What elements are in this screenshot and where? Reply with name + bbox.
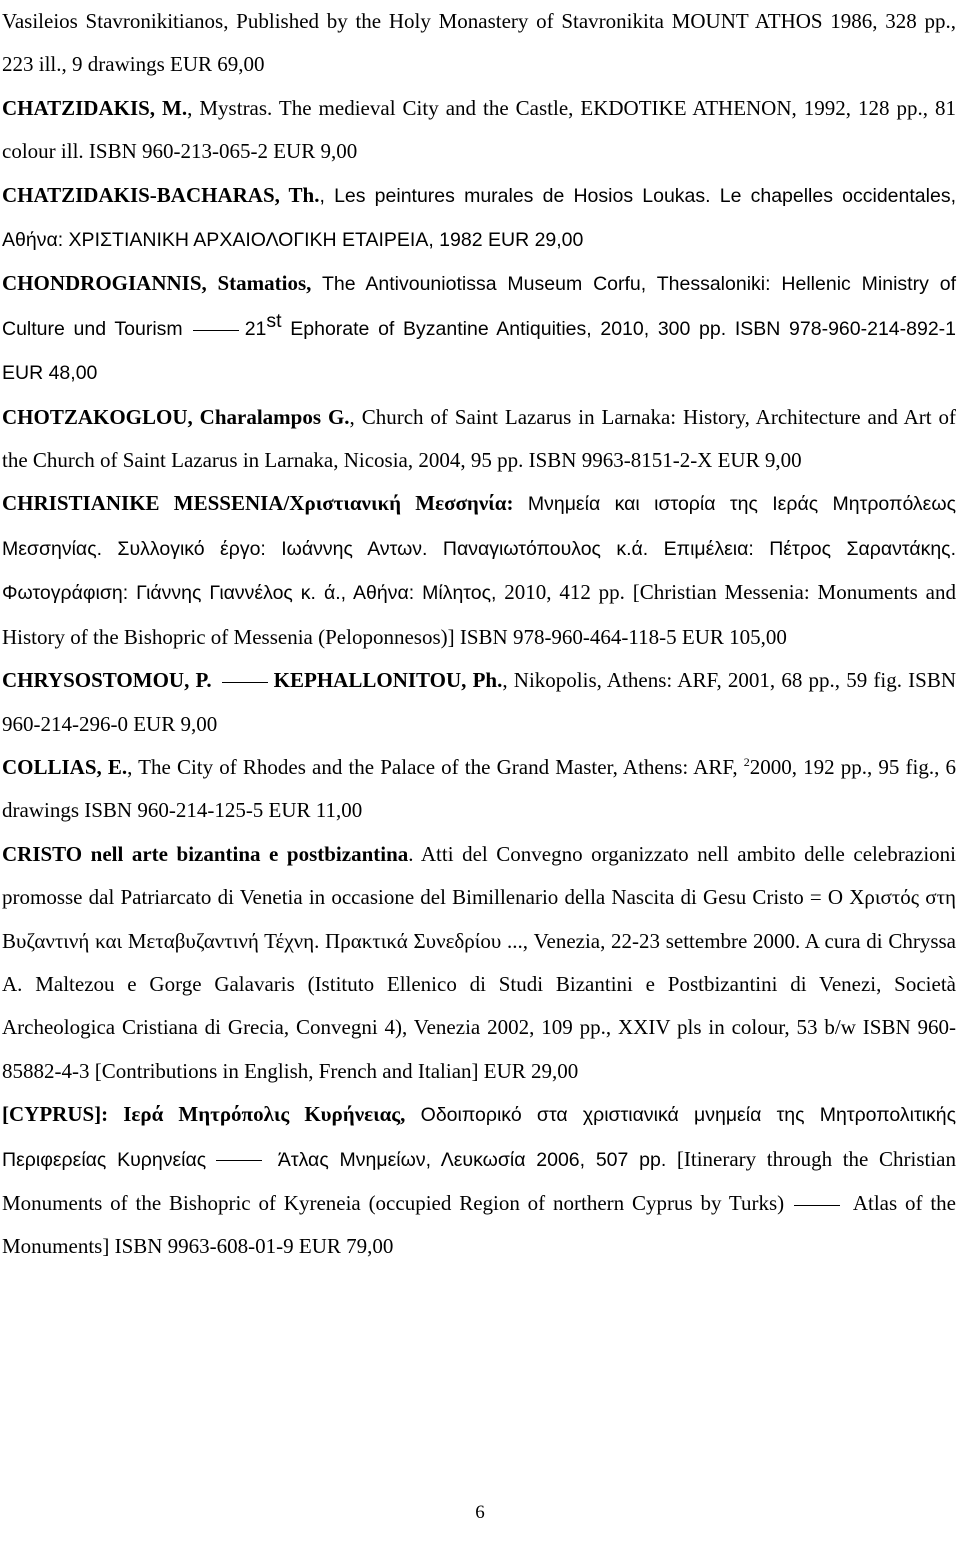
entry-text-after: Atlas of the Monuments] ISBN 9963-608-01-9 EUR 79,00 xyxy=(2,1190,956,1259)
entry-text: . Atti del Convegno organizzato nell ambito delle celebrazioni promosse dal Patriarcato di Venetia in occasione del Bimillenario della Nascita di Gesu Cristo = Ο Χριστός στη Βυζαντινή και Μεταβυζαντινή Τέχνη. Πρακτικά Συνεδρίου ..., Venezia, 22-23 settembre 2000. A cura di Chryssa A. Maltezou e Gorge Galavaris (Istituto Ellenico di Studi Bizantini e Postbizantini di Venezi, Società Archeologica Cristiana di Grecia, Convegni 4), Venezia 2002, 109 pp., XXIV pls in colour, 53 b/w ISBN 960-85882-4-3 [Contributions in English, French and Italian] EUR 29,00 xyxy=(2,841,956,1083)
entry-author-a: CHRYSOSTOMOU, P. xyxy=(2,668,212,693)
entry-text: , Church of Saint Lazarus in Larnaka: History, Architecture and Art of the Church of Saint Lazarus in Larnaka, Nicosia, 2004, 95 pp. ISBN 9963-8151-2-X EUR 9,00 xyxy=(2,404,956,473)
entry-title: [CYPRUS]: Ιερά Μητρόπολις Κυρήνειας, xyxy=(2,1102,406,1127)
entry-collias xyxy=(2,746,956,833)
entry-author: CHOTZAKOGLOU, Charalampos G. xyxy=(2,404,350,429)
entry-text-greek-after: Άτλας Μνημείων, Λευκωσία 2006, 507 pp. xyxy=(268,1148,667,1171)
entry-cristo xyxy=(2,833,956,1093)
entry-text-greek: Μνημεία και ιστορία της Ιεράς Μητροπόλεως Μεσσηνίας. Συλλογικό έργο: Ιωάννης Αντων. Παναγιωτόπουλος κ.ά. Επιμέλεια: Πέτρος Σαραντάκης. Φωτογράφιση: Γιάννης Γιαννέλος κ. ά., Αθήνα: Μίλητος, xyxy=(2,493,956,605)
entry-author: CHRISTIANIKE MESSENIA/Χριστιανική Μεσσηνία: xyxy=(2,491,514,516)
entry-author: CHATZIDAKIS-BACHARAS, Th. xyxy=(2,182,320,207)
entry-superscript: 2 xyxy=(743,754,750,769)
entry-author-b: KEPHALLONITOU, Ph. xyxy=(273,668,503,693)
entry-text: , Mystras. The medieval City and the Castle, EKDOTIKE ATHENON, 1992, 128 pp., 81 colour ill. ISBN 960-213-065-2 EUR 9,00 xyxy=(2,95,956,164)
entry-author: CHATZIDAKIS, M. xyxy=(2,95,188,120)
entry-title: CRISTO nell arte bizantina e postbizantina xyxy=(2,841,409,866)
entry-cyprus xyxy=(2,1093,956,1269)
entry-text: , Les peintures murales de Hosios Loukas. Le chapelles occidentales, Αθήνα: ΧΡΙΣΤΙΑΝΙΚΗ ΑΡΧΑΙΟΛΟΓΙΚΗ ΕΤΑΙΡΕΙΑ, 1982 EUR 29,00 xyxy=(2,184,956,252)
entry-text: Vasileios Stavronikitianos, Published by the Holy Monastery of Stavronikita MOUNT ATHOS 1986, 328 pp., 223 ill., 9 drawings EUR 69,00 xyxy=(2,9,956,77)
entry-text-greek: Οδοιπορικό στα χριστιανικά μνημεία της Μητροπολιτικής Περιφερείας Κυρηνείας xyxy=(2,1104,956,1171)
entry-chatzidakis-bacharas xyxy=(2,174,956,263)
entry-chrysostomou xyxy=(2,659,956,746)
em-dash xyxy=(216,1160,262,1161)
entry-superscript: st xyxy=(266,309,282,332)
entry-text: [Itinerary through the Christian Monuments of the Bishopric of Kyreneia (occupied Region of northern Cyprus by Turks) xyxy=(2,1146,956,1215)
page-number: 6 xyxy=(475,1502,485,1523)
entry-number: 21 xyxy=(244,317,267,340)
em-dash xyxy=(222,682,268,683)
entry-text: 2010, 412 pp. [Christian Messenia: Monuments and History of the Bishopric of Messenia (Peloponnesos)] ISBN 978-960-464-118-5 EUR 105,00 xyxy=(2,580,957,649)
entry-text: , Nikopolis, Athens: ARF, 2001, 68 pp., 59 fig. ISBN 960-214-296-0 EUR 9,00 xyxy=(2,668,957,736)
entry-stavronikitianos xyxy=(2,0,956,87)
em-dash xyxy=(794,1205,840,1206)
entry-text-after: 2000, 192 pp., 95 fig., 6 drawings ISBN 960-214-125-5 EUR 11,00 xyxy=(2,754,956,823)
entry-text: The Antivouniotissa Museum Corfu, Thessaloniki: Hellenic Ministry of Culture und Tourism xyxy=(2,273,957,340)
entry-chotzakoglou xyxy=(2,396,956,483)
entry-text-after: Ephorate of Byzantine Antiquities, 2010, 300 pp. ISBN 978-960-214-892-1 EUR 48,00 xyxy=(2,317,957,385)
entry-chondrogiannis xyxy=(2,262,956,395)
entry-author: COLLIAS, E. xyxy=(2,754,128,779)
entry-chatzidakis xyxy=(2,87,956,174)
em-dash xyxy=(193,330,239,331)
entry-christianike-messenia xyxy=(2,482,956,659)
entry-text: , The City of Rhodes and the Palace of the Grand Master, Athens: ARF, xyxy=(127,754,744,779)
entry-author: CHONDROGIANNIS, Stamatios, xyxy=(2,271,312,296)
